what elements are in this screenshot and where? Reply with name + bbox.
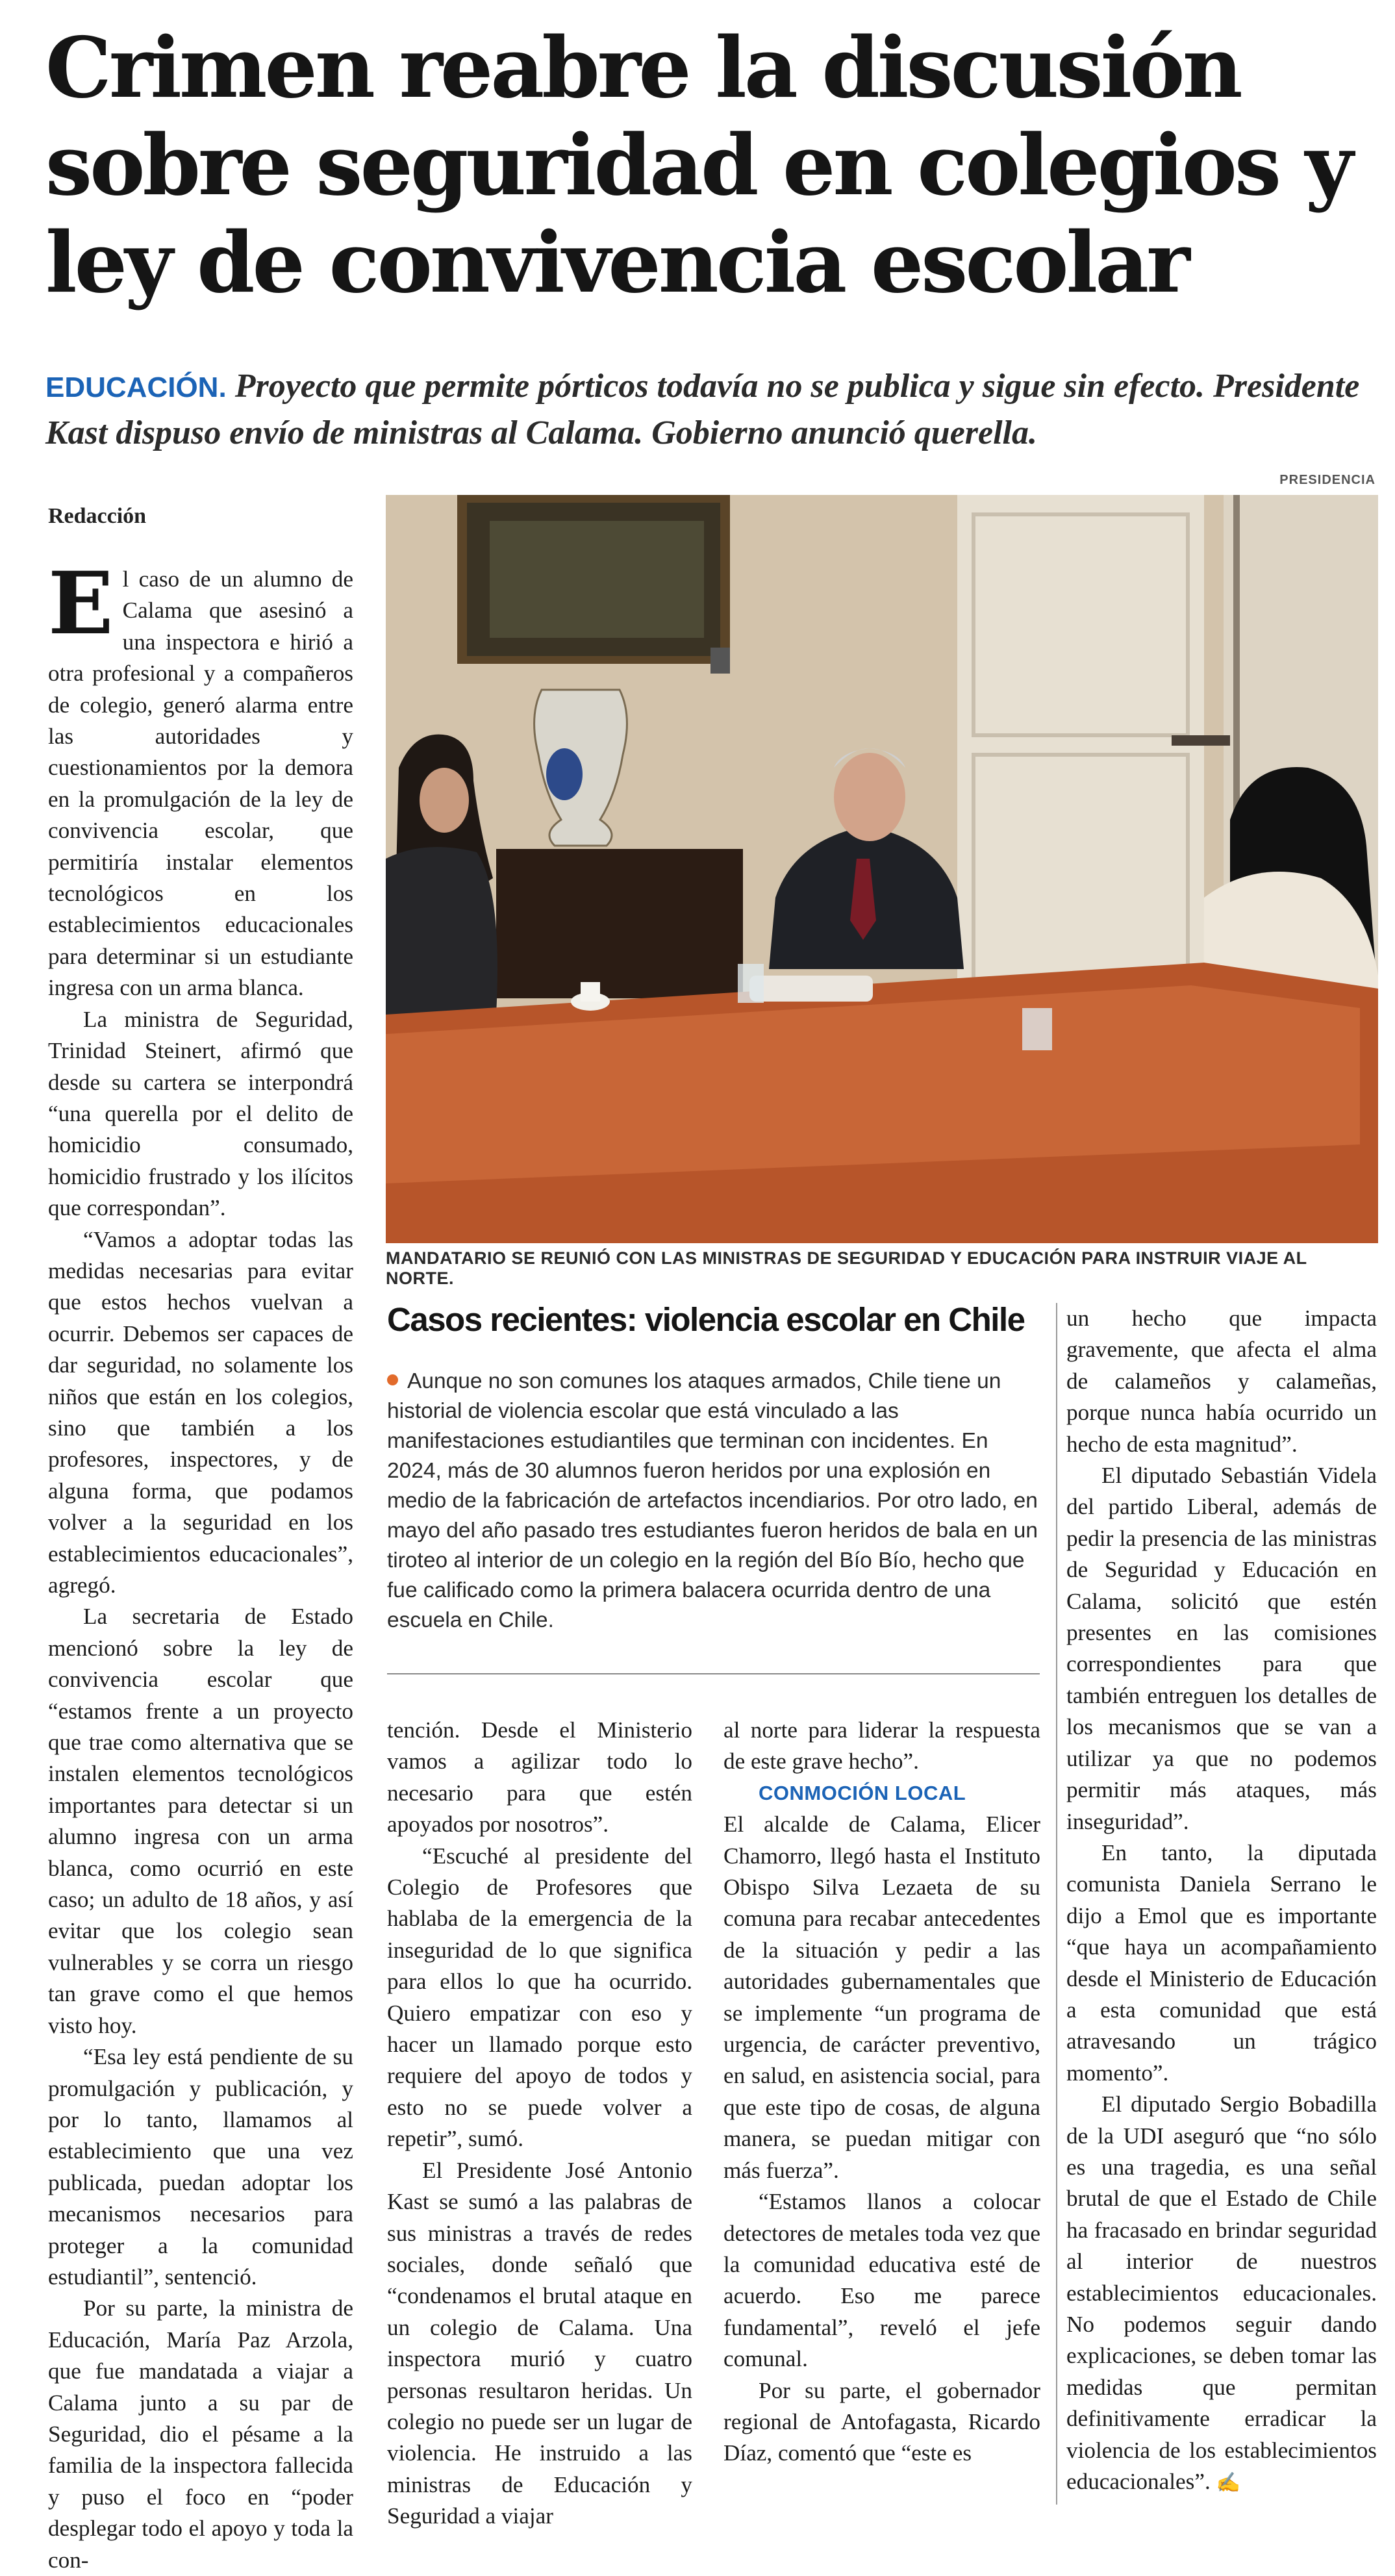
deck-kicker: EDUCACIÓN. bbox=[45, 372, 227, 403]
paragraph: “Escuché al presidente del Colegio de Profesores que hablaba de la emergencia de la inseguridad de lo que significa para ellos lo que ha ocurrido. Quiero empatizar con eso y hacer un llamado porque esto requiere del apoyo de todos y esto no se puede volver a repetir”, sumó. bbox=[387, 1843, 692, 2152]
meeting-photo bbox=[386, 495, 1378, 1243]
paragraph: La ministra de Seguridad, Trinidad Steinert, afirmó que desde su cartera se interpondrá “una querella por el delito de homicidio consumado, homicidio frustrado y los ilícitos que correspondan”. bbox=[48, 1006, 353, 1221]
paragraph: Por su parte, el gobernador regional de Antofagasta, Ricardo Díaz, comentó que “este es bbox=[723, 2377, 1040, 2466]
article-column-4 bbox=[723, 1715, 1040, 2469]
paragraph: En tanto, la diputada comunista Daniela Serrano le dijo a Emol que es importante “que haya un acompañamiento desde el Ministerio de Educación a esta comunidad que está atravesando un trágico momento”. bbox=[1066, 1839, 1377, 2086]
paragraph: un hecho que impacta gravemente, que afecta el alma de calameños y calameñas, porque nunca había ocurrido un hecho de esta magnitud”. bbox=[1066, 1306, 1377, 1457]
paragraph: “Esa ley está pendiente de su promulgación y publicación, y por lo tanto, llamamos al establecimiento que una vez publicada, puedan adoptar los mecanismos necesarios para proteger a la comunidad estudiantil”, sentenció. bbox=[48, 2044, 353, 2290]
byline: Redacción bbox=[48, 504, 147, 528]
deck-text: Proyecto que permite pórticos todavía no se publica y sigue sin efecto. Presidente Kast dispuso envío de ministras al Calama. Gobierno anunció querella. bbox=[45, 368, 1360, 451]
paragraph: El diputado Sebastián Videla del partido Liberal, además de pedir la presencia de las ministras de Seguridad y Educación en Calama, solicitó que estén presentes en las comisiones correspondientes para que también entreguen los detalles de los mecanismos que se van a utilizar ya que no podemos permitir más ataques, más inseguridad”. bbox=[1066, 1463, 1377, 1834]
paragraph: El Presidente José Antonio Kast se sumó a las palabras de sus ministras a través de redes sociales, donde señaló que “condenamos el brutal ataque en un colegio de Calama. Una inspectora murió y cuatro personas resultaron heridas. Un colegio no puede ser un lugar de violencia. He instruido a las ministras de Educación y Seguridad a viajar bbox=[387, 2157, 692, 2529]
lead-paragraph bbox=[48, 553, 353, 1004]
meeting-photo-illustration bbox=[386, 495, 1378, 1243]
photo-credit: PRESIDENCIA bbox=[1279, 473, 1376, 487]
closing-text: El diputado Sergio Bobadilla de la UDI aseguró que “no sólo es una tragedia, es una señal brutal de que el Estado de Chile ha fracasado en brindar seguridad al interior de nuestros establecimientos educacionales. No podemos seguir dando explicaciones, se deben tomar las medidas que permitan definitivamente erradicar la violencia de los establecimientos educacionales”. bbox=[1066, 2091, 1377, 2495]
drop-cap: E bbox=[48, 553, 114, 654]
paragraph: Por su parte, la ministra de Educación, María Paz Arzola, que fue mandatada a viajar a Calama junto a su par de Seguridad, dio el pésame a la familia de la inspectora fallecida y puso el foco en “poder desplegar todo el apoyo y toda la con- bbox=[48, 2295, 353, 2573]
end-mark-icon: ✍ bbox=[1216, 2472, 1240, 2494]
paragraph: “Vamos a adoptar todas las medidas necesarias para evitar que estos hechos vuelvan a ocurrir. Debemos ser capaces de dar seguridad, no solamente los niños que están en los colegios, sino que también a los profesores, inspectores, y de alguna forma, que podamos volver a la seguridad en los establecimientos educacionales”, agregó. bbox=[48, 1226, 353, 1598]
article-column-1 bbox=[48, 553, 353, 2576]
article-column-5 bbox=[1066, 1303, 1377, 2499]
paragraph bbox=[1066, 2089, 1377, 2499]
bullet-dot-icon bbox=[387, 1374, 398, 1385]
paragraph: al norte para liderar la respuesta de este grave hecho”. bbox=[723, 1717, 1040, 1774]
paragraph: tención. Desde el Ministerio vamos a agilizar todo lo necesario para que estén apoyados por nosotros”. bbox=[387, 1717, 692, 1837]
headline: Crimen reabre la discusión sobre seguridad en colegios y ley de convivencia escolar bbox=[45, 19, 1351, 312]
article-column-3 bbox=[387, 1715, 692, 2532]
column-divider bbox=[1056, 1303, 1057, 2505]
sidebar-box-text bbox=[387, 1367, 1039, 1635]
section-subhead: CONMOCIÓN LOCAL bbox=[759, 1781, 966, 1804]
paragraph: “Estamos llanos a colocar detectores de metales toda vez que la comunidad educativa esté de acuerdo. Eso me parece fundamental”, reveló el jefe comunal. bbox=[723, 2189, 1040, 2372]
sidebar-box-body: Aunque no son comunes los ataques armados, Chile tiene un historial de violencia escolar que está vinculado a las manifestaciones estudiantiles que terminan con incidentes. En 2024, más de 30 alumnos fueron heridos por una explosión en medio de la fabricación de artefactos incendiarios. Por otro lado, en mayo del año pasado tres estudiantes fueron heridos de bala en un tiroteo al interior de un colegio en la región del Bío Bío, hecho que fue calificado como la primera balacera ocurrida dentro de una escuela en Chile. bbox=[387, 1369, 1038, 1632]
sidebar-box-divider bbox=[387, 1673, 1040, 1674]
paragraph: El alcalde de Calama, Elicer Chamorro, llegó hasta el Instituto Obispo Silva Lezaeta de su comuna para recabar antecedentes de la situación y pedir a las autoridades gubernamentales que se implemente “un programa de urgencia, de carácter preventivo, en salud, en asistencia social, para que este tipo de cosas, de alguna manera, se puedan mitigar con más fuerza”. bbox=[723, 1812, 1040, 2183]
paragraph: La secretaria de Estado mencionó sobre la ley de convivencia escolar que “estamos frente a un proyecto que trae como alternativa que se instalen elementos tecnológicos importantes para detectar si un alumno ingresa con un arma blanca, como ocurrió en este caso; un adulto de 18 años, y así evitar que los colegio sean vulnerables y se corra un riesgo tan grave como el que hemos visto hoy. bbox=[48, 1604, 353, 2038]
deck bbox=[45, 364, 1383, 456]
photo-caption: MANDATARIO SE REUNIÓ CON LAS MINISTRAS DE SEGURIDAD Y EDUCACIÓN PARA INSTRUIR VIAJE AL NORTE. bbox=[386, 1248, 1307, 1288]
sidebar-box-title: Casos recientes: violencia escolar en Chile bbox=[387, 1301, 1025, 1338]
lead-text: l caso de un alumno de Calama que asesinó a una inspectora e hirió a otra profesional y a compañeros de colegio, generó alarma entre las autoridades y cuestionamientos por la demora en la promulgación de la ley de convivencia escolar, que permitiría instalar elementos tecnológicos en los establecimientos educacionales para determinar si un estudiante ingresa con un arma blanca. bbox=[48, 566, 353, 1001]
